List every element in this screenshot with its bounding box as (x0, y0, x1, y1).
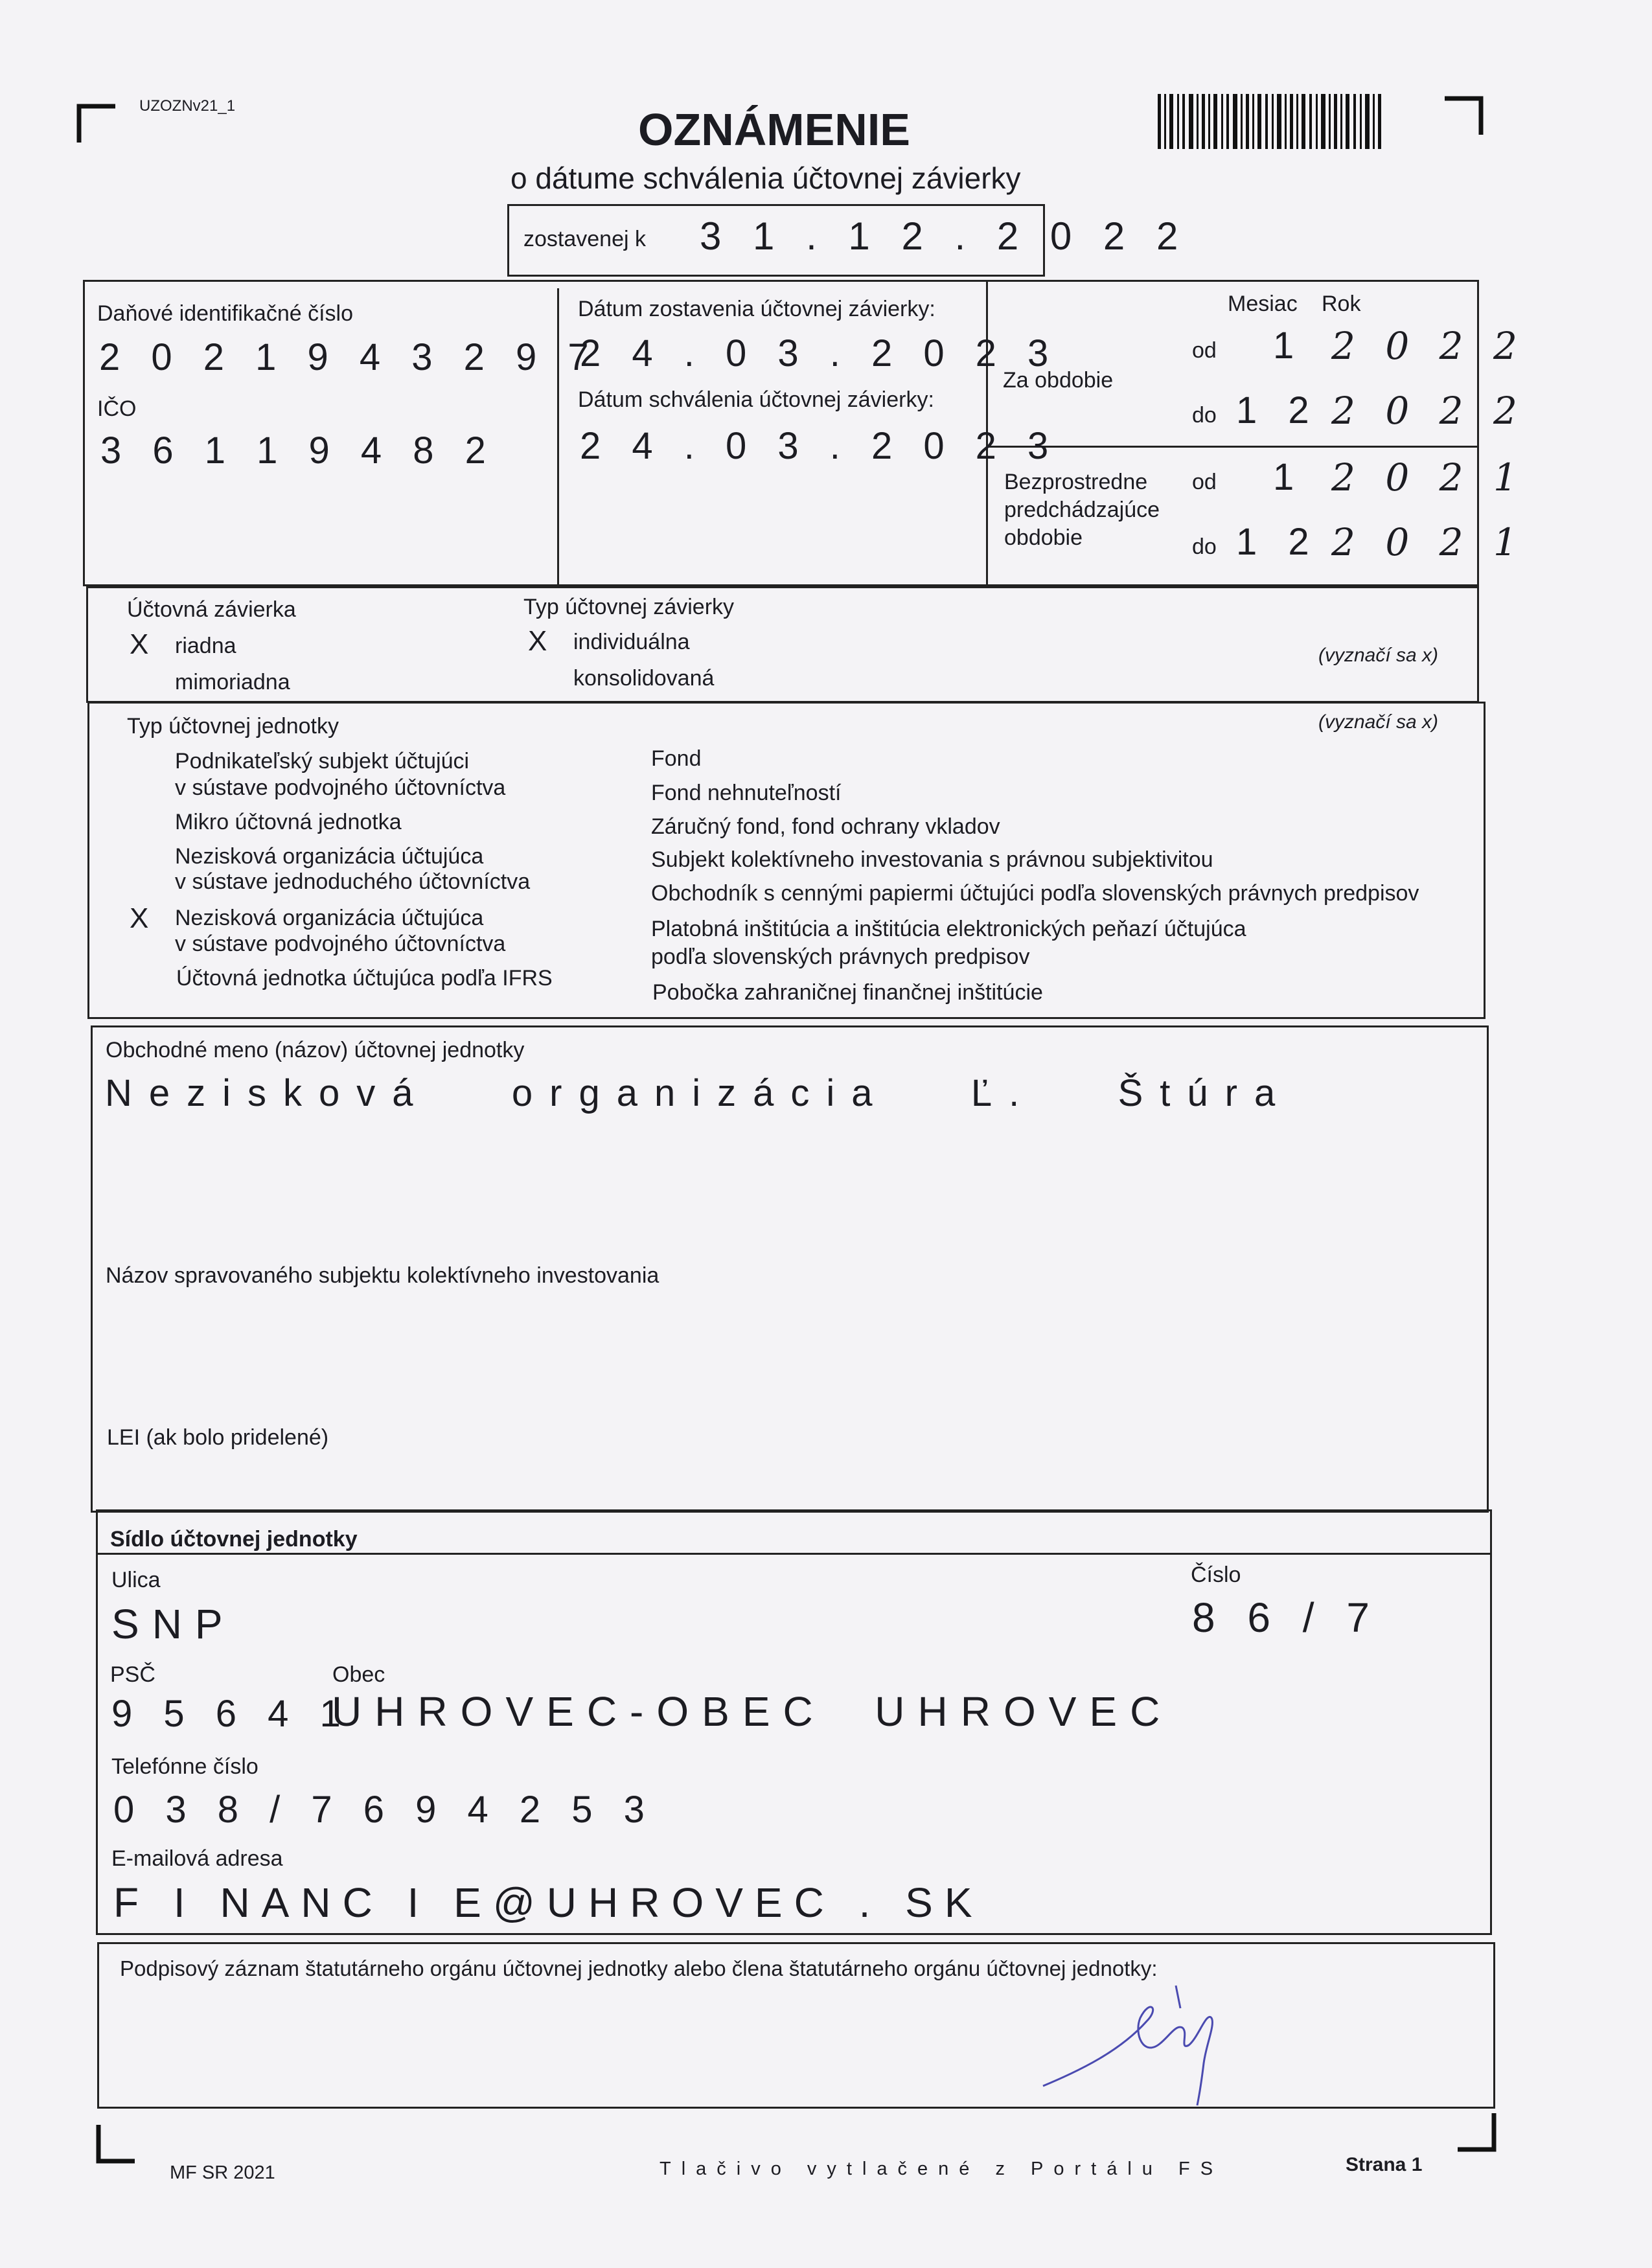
entity-right-0: Fond (651, 746, 702, 771)
entity-type-label: Typ účtovnej jednotky (127, 714, 339, 739)
email-label: E-mailová adresa (111, 1846, 283, 1871)
compiled-date[interactable]: 3 1 . 1 2 . 2 0 2 2 (700, 214, 1189, 258)
phone-value[interactable]: 0 3 8 / 7 6 9 4 2 5 3 (113, 1789, 655, 1831)
mark-hint: (vyznačí sa x) (1318, 645, 1439, 666)
entity-left-1: v sústave podvojného účtovníctva (175, 775, 506, 800)
number-label: Číslo (1191, 1563, 1241, 1587)
entity-left-4: v sústave jednoduchého účtovníctva (175, 869, 531, 894)
signature-scribble[interactable] (1037, 1973, 1231, 2109)
entity-left-6: v sústave podvojného účtovníctva (175, 932, 506, 956)
form-code: UZOZNv21_1 (139, 97, 236, 115)
current-period-label: Za obdobie (1003, 368, 1114, 393)
approved-date-label: Dátum schválenia účtovnej závierky: (578, 387, 934, 412)
footer-right: Strana 1 (1346, 2154, 1423, 2175)
x-mark-regular[interactable]: X (130, 628, 149, 660)
previous-from-year[interactable]: 2 0 2 1 (1331, 455, 1526, 499)
email-value[interactable]: F I NANC I E@UHROVEC . SK (113, 1879, 984, 1926)
current-from-month[interactable]: 1 (1273, 325, 1305, 367)
approved-date-value[interactable]: 2 4 . 0 3 . 2 0 2 3 (580, 425, 1059, 467)
barcode (1158, 94, 1388, 149)
kind-extraordinary: mimoriadna (175, 670, 290, 694)
previous-to-year[interactable]: 2 0 2 1 (1331, 520, 1526, 564)
statement-type-label: Typ účtovnej závierky (523, 595, 735, 619)
entity-right-6: podľa slovenských právnych predpisov (651, 945, 1030, 969)
fund-name-label: Názov spravovaného subjektu kolektívneho investovania (106, 1263, 660, 1288)
previous-from-month[interactable]: 1 (1273, 456, 1305, 498)
previous-from-label: od (1192, 470, 1217, 494)
address-section-label: Sídlo účtovnej jednotky (110, 1527, 358, 1552)
entity-mark-hint: (vyznačí sa x) (1318, 711, 1439, 733)
corner-mark-bottom-right (1458, 2113, 1497, 2152)
city-label: Obec (332, 1662, 385, 1687)
entity-right-3: Subjekt kolektívneho investovania s právnou subjektivitou (651, 847, 1213, 872)
entity-right-5: Platobná inštitúcia a inštitúcia elektronických peňazí účtujúca (651, 917, 1246, 941)
current-to-label: do (1192, 403, 1217, 428)
entity-left-7: Účtovná jednotka účtujúca podľa IFRS (176, 966, 553, 991)
x-mark-nonprofit-double-entry[interactable]: X (130, 902, 149, 934)
street-value[interactable]: SNP (111, 1601, 236, 1647)
zip-value[interactable]: 9 5 6 4 1 (111, 1693, 351, 1735)
current-to-month[interactable]: 1 2 (1236, 389, 1320, 431)
current-from-label: od (1192, 338, 1217, 363)
compiled-date-value[interactable]: 2 4 . 0 3 . 2 0 2 3 (580, 332, 1059, 374)
current-from-year[interactable]: 2 0 2 2 (1331, 324, 1526, 368)
previous-to-month[interactable]: 1 2 (1236, 521, 1320, 563)
dic-label: Daňové identifikačné číslo (97, 301, 354, 326)
entity-right-1: Fond nehnuteľností (651, 781, 842, 805)
previous-period-label-2: predchádzajúce (1004, 498, 1160, 522)
previous-to-label: do (1192, 534, 1217, 559)
entity-left-5: Nezisková organizácia účtujúca (175, 906, 484, 930)
entity-left-2: Mikro účtovná jednotka (175, 810, 402, 834)
footer-left: MF SR 2021 (170, 2162, 275, 2183)
dic-value[interactable]: 2 0 2 1 9 4 3 2 9 7 (99, 336, 599, 378)
corner-mark-top-right (1445, 96, 1484, 135)
city-value[interactable]: UHROVEC-OBEC UHROVEC (332, 1688, 1173, 1735)
phone-label: Telefónne číslo (111, 1754, 258, 1779)
divider (557, 288, 559, 586)
lei-label: LEI (ak bolo pridelené) (107, 1425, 329, 1450)
year-header: Rok (1322, 292, 1361, 316)
ico-label: IČO (97, 396, 137, 421)
kind-regular: riadna (175, 634, 236, 658)
x-mark-individual[interactable]: X (528, 625, 547, 657)
type-consolidated: konsolidovaná (573, 666, 715, 691)
entity-left-0: Podnikateľský subjekt účtujúci (175, 749, 470, 773)
page-subtitle: o dátume schválenia účtovnej závierky (511, 161, 1021, 195)
entity-right-4: Obchodník s cennými papiermi účtujúci podľa slovenských právnych predpisov (651, 881, 1419, 906)
street-label: Ulica (111, 1568, 161, 1592)
entity-right-2: Záručný fond, fond ochrany vkladov (651, 814, 1000, 839)
divider (96, 1553, 1492, 1555)
footer-center: Tlačivo vytlačené z Portálu FS (660, 2159, 1224, 2179)
statement-kind-label: Účtovná závierka (127, 597, 296, 622)
month-header: Mesiac (1228, 292, 1298, 316)
signature-label: Podpisový záznam štatutárneho orgánu účtovnej jednotky alebo člena štatutárneho orgánu účtovnej jednotky: (120, 1956, 1158, 1980)
compiled-date-label: Dátum zostavenia účtovnej závierky: (578, 297, 935, 321)
number-value[interactable]: 8 6 / 7 (1192, 1594, 1380, 1641)
divider (986, 446, 1479, 448)
type-individual: individuálna (573, 630, 690, 654)
business-name-value[interactable]: Nezisková organizácia Ľ. Štúra (105, 1072, 1292, 1114)
zip-label: PSČ (110, 1662, 155, 1687)
business-name-label: Obchodné meno (názov) účtovnej jednotky (106, 1038, 525, 1062)
entity-left-3: Nezisková organizácia účtujúca (175, 844, 484, 869)
previous-period-label-3: obdobie (1004, 525, 1083, 550)
current-to-year[interactable]: 2 0 2 2 (1331, 389, 1526, 433)
corner-mark-bottom-left (96, 2125, 135, 2164)
compiled-label: zostavenej k (523, 227, 646, 251)
corner-mark-top-left (76, 104, 115, 143)
entity-right-7: Pobočka zahraničnej finančnej inštitúcie (652, 980, 1043, 1005)
previous-period-label-1: Bezprostredne (1004, 470, 1148, 494)
ico-value[interactable]: 3 6 1 1 9 4 8 2 (100, 430, 496, 472)
page-title: OZNÁMENIE (638, 104, 910, 155)
